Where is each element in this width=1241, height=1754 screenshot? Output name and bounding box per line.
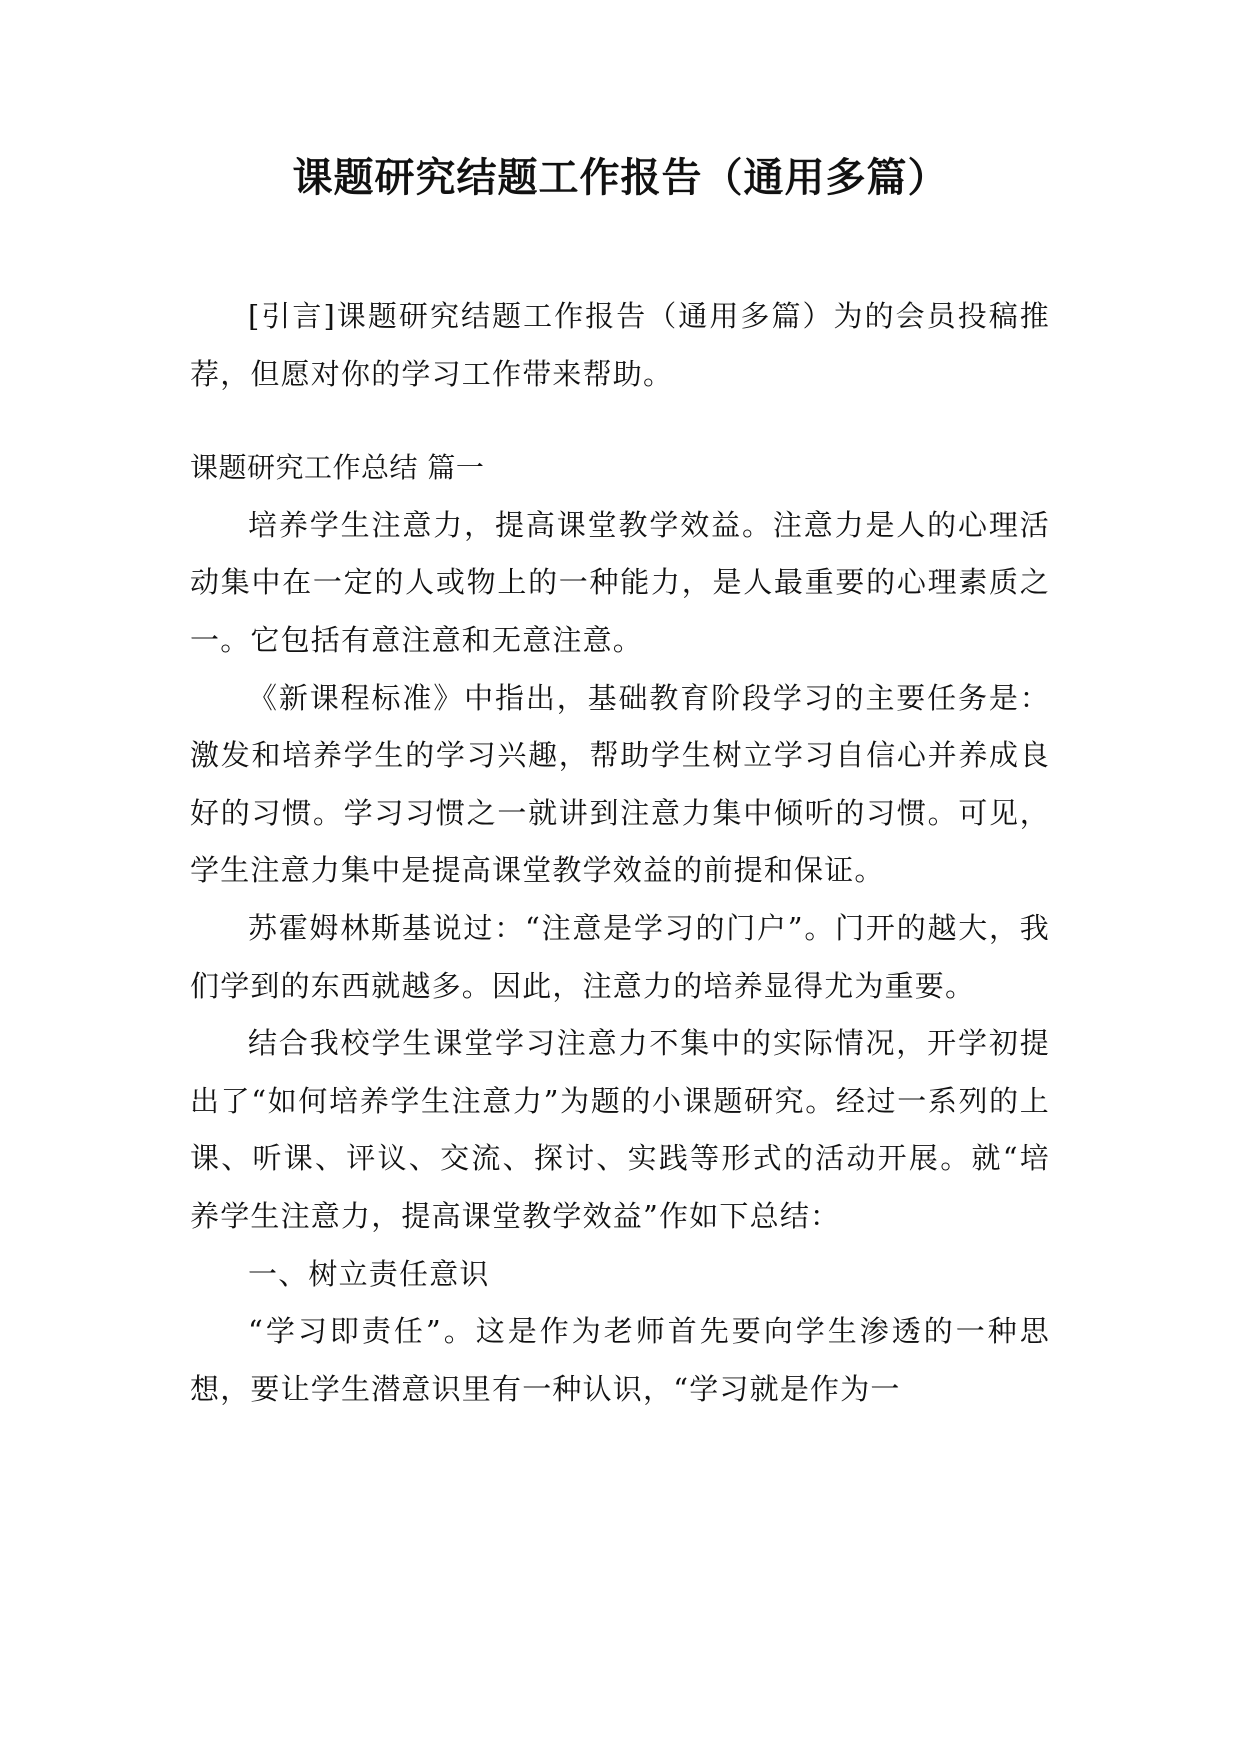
subsection-heading: 一、树立责任意识 [248, 1256, 490, 1291]
body-paragraph: 培养学生注意力，提高课堂教学效益。注意力是人的心理活动集中在一定的人或物上的一种能力，是人最重要的心理素质之一。它包括有意注意和无意注意。 [190, 507, 1050, 657]
body-paragraph: 结合我校学生课堂学习注意力不集中的实际情况，开学初提出了“如何培养学生注意力”为题的小课题研究。经过一系列的上课、听课、评议、交流、探讨、实践等形式的活动开展。就“培养学生注意力，提高课堂教学效益”作如下总结： [190, 1026, 1050, 1233]
section-heading: 课题研究工作总结 篇一 [190, 451, 485, 485]
document-title: 课题研究结题工作报告（通用多篇） [292, 155, 949, 201]
document-body [190, 288, 1050, 1418]
intro-paragraph: [引言]课题研究结题工作报告（通用多篇）为的会员投稿推荐，但愿对你的学习工作带来帮助。 [190, 299, 1050, 391]
body-paragraph: 《新课程标准》中指出，基础教育阶段学习的主要任务是：激发和培养学生的学习兴趣，帮助学生树立学习自信心并养成良好的习惯。学习习惯之一就讲到注意力集中倾听的习惯。可见，学生注意力集中是提高课堂教学效益的前提和保证。 [190, 680, 1050, 888]
body-paragraph: “学习即责任”。这是作为老师首先要向学生渗透的一种思想，要让学生潜意识里有一种认识，“学习就是作为一 [190, 1314, 1050, 1406]
body-paragraph: 苏霍姆林斯基说过：“注意是学习的门户”。门开的越大，我们学到的东西就越多。因此，注意力的培养显得尤为重要。 [190, 910, 1050, 1003]
